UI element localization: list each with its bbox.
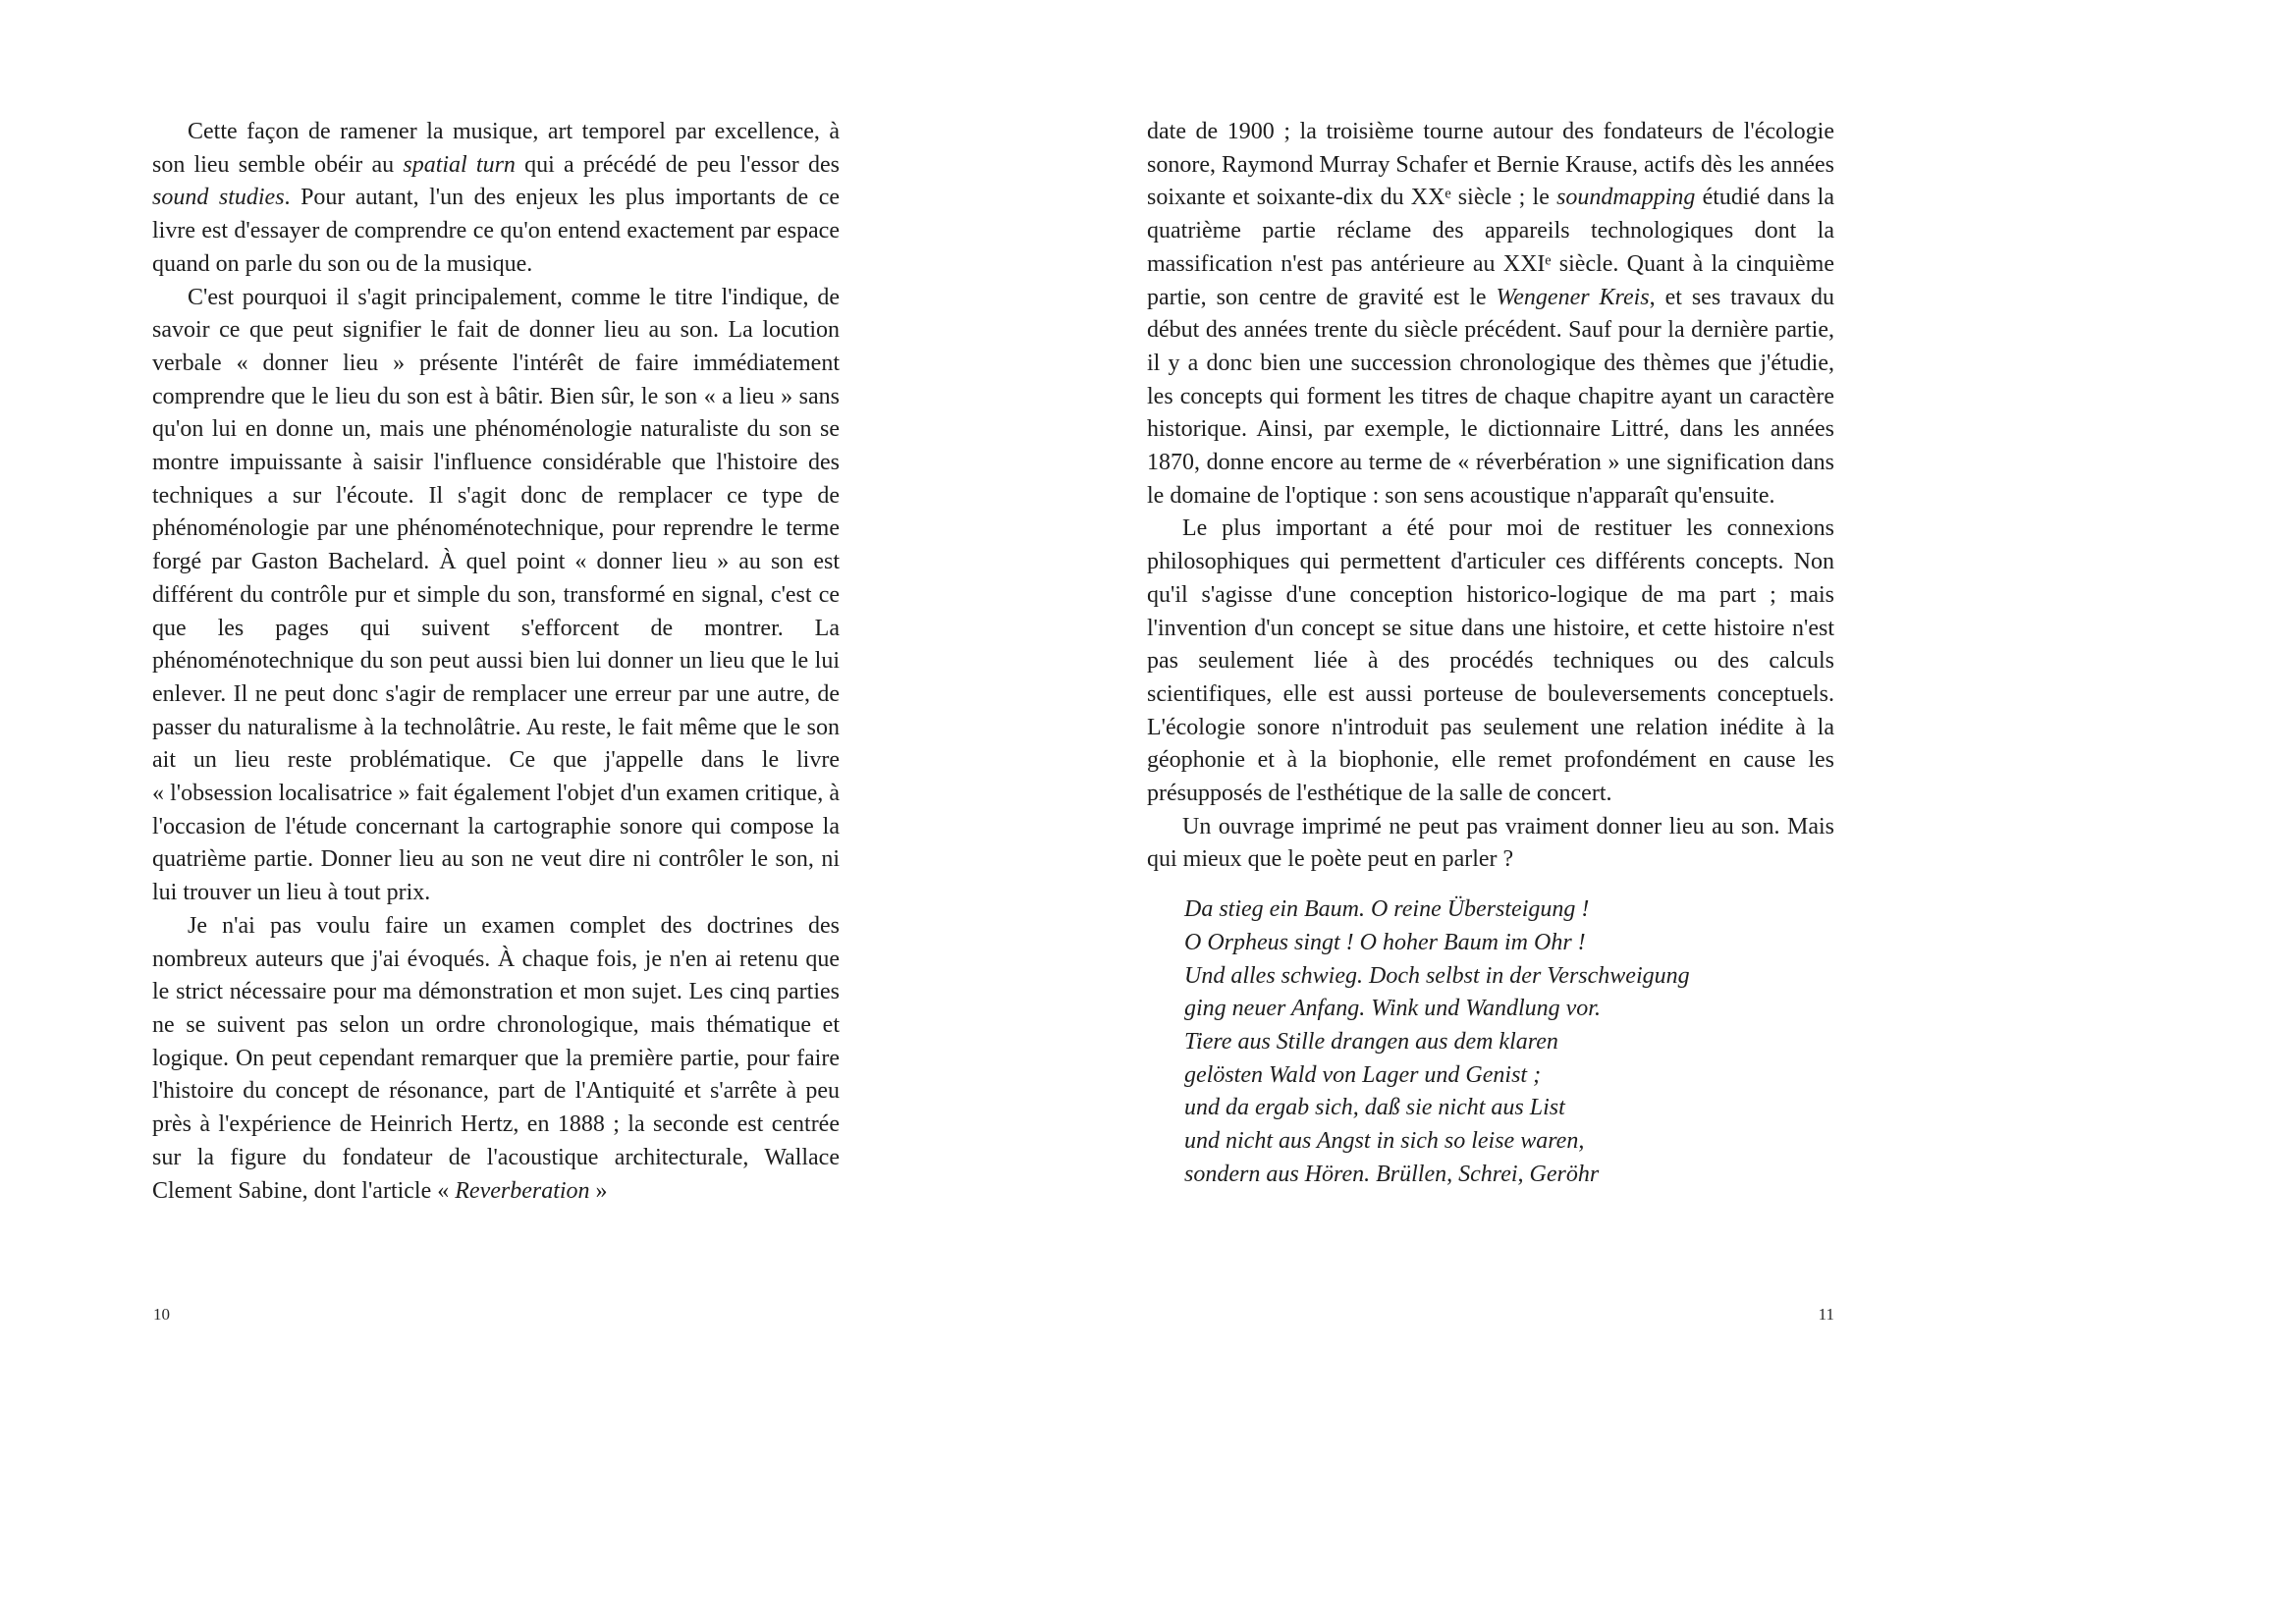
poem xyxy=(1184,893,1834,1191)
poem-line: Tiere aus Stille drangen aus dem klaren xyxy=(1184,1028,1558,1055)
page-left xyxy=(152,116,840,1208)
poem-line: Da stieg ein Baum. O reine Übersteigung ! xyxy=(1184,896,1590,923)
italic-text: soundmapping xyxy=(1556,185,1696,211)
poem-line: ging neuer Anfang. Wink und Wandlung vor. xyxy=(1184,996,1601,1022)
paragraph: Un ouvrage imprimé ne peut pas vraiment donner lieu au son. Mais qui mieux que le poète peut en parler ? xyxy=(1147,813,1834,873)
right-page-text xyxy=(1147,116,1834,877)
paragraph: Je n'ai pas voulu faire un examen complet des doctrines des nombreux auteurs que j'ai évoqués. À chaque fois, je n'en ai retenu que le strict nécessaire pour ma démonstration et mon sujet. Les cinq parties ne se suivent pas selon un ordre chronologique, mais thématique et logique. On peut cependant remarquer que la première partie, pour faire l'histoire du concept de résonance, part de l'Antiquité et s'arrête à peu près à l'expérience de Heinrich Hertz, en 1888 ; la seconde est centrée sur la figure du fondateur de l'acoustique architecturale, Wallace Clement Sabine, dont l'article « Reverberation » xyxy=(152,912,840,1204)
left-page-text xyxy=(152,116,840,1208)
poem-line: gelösten Wald von Lager und Genist ; xyxy=(1184,1061,1542,1088)
poem-line: sondern aus Hören. Brüllen, Schrei, Geröhr xyxy=(1184,1161,1600,1187)
paragraph: date de 1900 ; la troisième tourne autour des fondateurs de l'écologie sonore, Raymond Murray Schafer et Bernie Krause, actifs dès les années soixante et soixante-dix du XXᵉ siècle ; le soundmapping étudié dans la quatrième partie réclame des appareils technologiques dont la massification n'est pas antérieure au XXIᵉ siècle. Quant à la cinquième partie, son centre de gravité est le Wengener Kreis, et ses travaux du début des années trente du siècle précédent. Sauf pour la dernière partie, il y a donc bien une succession chronologique des thèmes que j'étudie, les concepts qui forment les titres de chaque chapitre ayant un caractère historique. Ainsi, par exemple, le dictionnaire Littré, dans les années 1870, donne encore au terme de « réverbération » une signification dans le domaine de l'optique : son sens acoustique n'apparaît qu'ensuite. xyxy=(1147,119,1835,509)
page-number-right: 11 xyxy=(1818,1305,1834,1324)
paragraph: C'est pourquoi il s'agit principalement, comme le titre l'indique, de savoir ce que peut signifier le fait de donner lieu au son. La locution verbale « donner lieu » présente l'intérêt de faire immédiatement comprendre que le lieu du son est à bâtir. Bien sûr, le son « a lieu » sans qu'on lui en donne un, mais une phénoménologie naturaliste du son se montre impuissante à saisir l'influence considérable que l'histoire des techniques a sur l'écoute. Il s'agit donc de remplacer ce type de phénoménologie par une phénoménotechnique, pour reprendre le terme forgé par Gaston Bachelard. À quel point « donner lieu » au son est différent du contrôle pur et simple du son, transformé en signal, c'est ce que les pages qui suivent s'efforcent de montrer. La phénoménotechnique du son peut aussi bien lui donner un lieu que le lui enlever. Il ne peut donc s'agir de remplacer une erreur par une autre, de passer du naturalisme à la technolâtrie. Au reste, le fait même que le son ait un lieu reste problématique. Ce que j'appelle dans le livre « l'obsession localisatrice » fait également l'objet d'un examen critique, à l'occasion de l'étude concernant la cartographie sonore qui compose la quatrième partie. Donner lieu au son ne veut dire ni contrôler le son, ni lui trouver un lieu à tout prix. xyxy=(152,284,840,906)
italic-text: spatial turn xyxy=(403,151,516,178)
italic-text: Reverberation xyxy=(455,1177,590,1204)
poem-line: und da ergab sich, daß sie nicht aus List xyxy=(1184,1095,1565,1121)
poem-line: Und alles schwieg. Doch selbst in der Verschweigung xyxy=(1184,962,1690,989)
poem-line: O Orpheus singt ! O hoher Baum im Ohr ! xyxy=(1184,929,1586,955)
poem-line: und nicht aus Angst in sich so leise waren, xyxy=(1184,1128,1585,1155)
paragraph: Le plus important a été pour moi de restituer les connexions philosophiques qui permettent d'articuler ces différents concepts. Non qu'il s'agisse d'une conception historico-logique de ma part ; mais l'invention d'un concept se situe dans une histoire, et cette histoire n'est pas seulement liée à des procédés techniques ou des calculs scientifiques, elle est aussi porteuse de bouleversements conceptuels. L'écologie sonore n'introduit pas seulement une relation inédite à la géophonie et à la biophonie, elle remet profondément en cause les présupposés de l'esthétique de la salle de concert. xyxy=(1147,515,1834,807)
page-number-left: 10 xyxy=(153,1305,170,1324)
italic-text: Wengener Kreis xyxy=(1496,284,1650,310)
paragraph: Cette façon de ramener la musique, art temporel par excellence, à son lieu semble obéir au spatial turn qui a précédé de peu l'essor des sound studies. Pour autant, l'un des enjeux les plus importants de ce livre est d'essayer de comprendre ce qu'on entend exactement par espace quand on parle du son ou de la musique. xyxy=(152,119,841,277)
italic-text: sound studies xyxy=(152,185,285,211)
page-right xyxy=(1147,116,1834,1192)
